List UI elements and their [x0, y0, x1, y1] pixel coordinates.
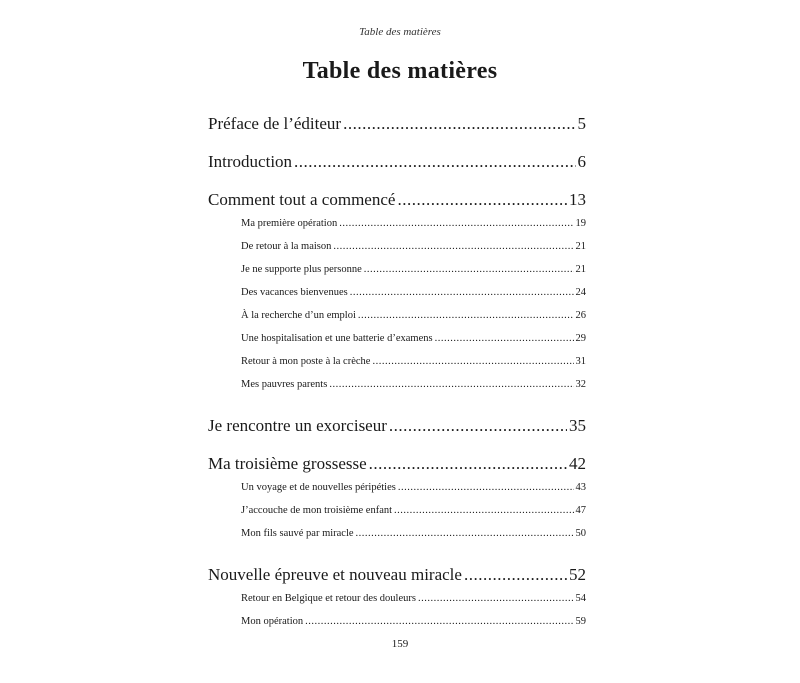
dot-leader [398, 482, 574, 493]
toc-section-entry [241, 377, 586, 400]
toc-entry-label: Un voyage et de nouvelles péripéties [241, 482, 396, 493]
dot-leader [372, 356, 573, 367]
toc-section-entry [241, 503, 586, 526]
table-of-contents [208, 114, 586, 637]
toc-page-number: 52 [569, 565, 586, 584]
dot-leader [356, 528, 574, 539]
dot-leader [464, 565, 567, 585]
toc-entry-label: Ma troisième grossesse [208, 454, 367, 473]
dot-leader [329, 379, 573, 390]
toc-entry-label: Je rencontre un exorciseur [208, 416, 387, 435]
toc-entry-label: Mon opération [241, 616, 304, 627]
toc-page-number: 19 [575, 218, 586, 229]
toc-entry-label: À la recherche d’un emploi [241, 310, 356, 321]
dot-leader [358, 310, 574, 321]
toc-chapter-entry [208, 114, 586, 136]
dot-leader [350, 287, 574, 298]
toc-section-entry [241, 239, 586, 262]
toc-section-entry [241, 285, 586, 308]
dot-leader [418, 593, 574, 604]
dot-leader [397, 190, 567, 210]
toc-page-number: 6 [577, 152, 586, 171]
toc-entry-label: Une hospitalisation et une batterie d’examens [241, 333, 433, 344]
toc-entry-label: Comment tout a commencé [208, 190, 396, 209]
toc-section-entry [241, 216, 586, 239]
toc-section-entry [241, 526, 586, 549]
toc-page-number: 43 [575, 482, 586, 493]
dot-leader [435, 333, 574, 344]
toc-page-number: 54 [575, 593, 586, 604]
toc-entry-label: Mes pauvres parents [241, 379, 328, 390]
page-title: Table des matières [302, 58, 498, 84]
toc-page-number: 32 [575, 379, 586, 390]
toc-page-number: 24 [575, 287, 586, 298]
toc-page-number: 29 [575, 333, 586, 344]
toc-page-number: 5 [577, 114, 586, 133]
toc-entry-label: Retour à mon poste à la crèche [241, 356, 371, 367]
toc-entry-label: De retour à la maison [241, 241, 332, 252]
toc-entry-label: Nouvelle épreuve et nouveau miracle [208, 565, 462, 584]
toc-entry-label: J’accouche de mon troisième enfant [241, 505, 393, 516]
toc-page-number: 35 [569, 416, 586, 435]
toc-section-entry [241, 308, 586, 331]
toc-entry-label: Introduction [208, 152, 293, 171]
running-head: Table des matières [359, 26, 441, 38]
dot-leader [294, 152, 575, 172]
toc-chapter-entry [208, 565, 586, 587]
toc-page-number: 42 [569, 454, 586, 473]
dot-leader [305, 616, 573, 627]
toc-page-number: 21 [575, 264, 586, 275]
dot-leader [339, 218, 573, 229]
toc-page-number: 13 [569, 190, 586, 209]
toc-section-entry [241, 331, 586, 354]
toc-section-entry [241, 480, 586, 503]
toc-page-number: 50 [575, 528, 586, 539]
toc-entry-label: Ma première opération [241, 218, 338, 229]
toc-section-entry [241, 614, 586, 637]
dot-leader [394, 505, 573, 516]
toc-page-number: 31 [575, 356, 586, 367]
toc-chapter-entry [208, 152, 586, 174]
dot-leader [389, 416, 567, 436]
toc-page-number: 59 [575, 616, 586, 627]
toc-section-entry [241, 354, 586, 377]
dot-leader [343, 114, 575, 134]
toc-entry-label: Mon fils sauvé par miracle [241, 528, 354, 539]
toc-entry-label: Préface de l’éditeur [208, 114, 342, 133]
toc-chapter-entry [208, 190, 586, 212]
page-number: 159 [391, 638, 409, 650]
toc-entry-label: Je ne supporte plus personne [241, 264, 362, 275]
toc-section-entry [241, 262, 586, 285]
dot-leader [333, 241, 573, 252]
toc-page-number: 26 [575, 310, 586, 321]
toc-chapter-entry [208, 416, 586, 438]
dot-leader [364, 264, 574, 275]
toc-page-number: 47 [575, 505, 586, 516]
dot-leader [369, 454, 567, 474]
toc-chapter-entry [208, 454, 586, 476]
toc-page-number: 21 [575, 241, 586, 252]
toc-entry-label: Retour en Belgique et retour des douleurs [241, 593, 416, 604]
toc-entry-label: Des vacances bienvenues [241, 287, 348, 298]
toc-section-entry [241, 591, 586, 614]
